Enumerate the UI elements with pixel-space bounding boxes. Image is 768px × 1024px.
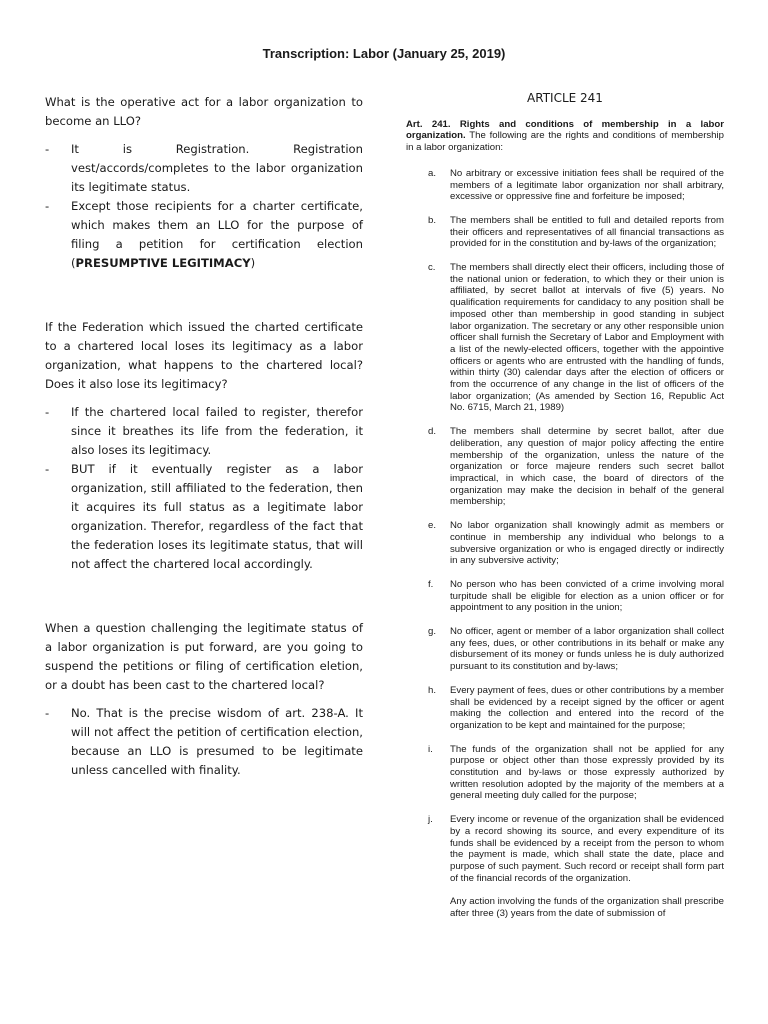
article-item-j: [406, 814, 724, 884]
answer-list: [45, 403, 363, 574]
item-letter: f.: [428, 578, 434, 590]
item-text: The funds of the organization shall not be applied for any purpose or object other than those expressly provided by its constitution and by-laws or those expressly authorized by written resolution adopted by the majority of the members at a general meeting duly called for the purpose;: [450, 743, 724, 802]
question-text: If the Federation which issued the charted certificate to a chartered local loses its legitimacy as a labor organization, what happens to the chartered local? Does it also lose its legitimacy?: [45, 320, 363, 391]
answer-text: No. That is the precise wisdom of art. 238-A. It will not affect the petition of certification election, because an LLO is presumed to be legitimate unless cancelled with finality.: [71, 706, 363, 777]
answer-text: If the chartered local failed to register, therefor since it breathes its life from the federation, it also loses its legitimacy.: [71, 405, 363, 457]
article-item-h: [406, 685, 724, 732]
item-text: No person who has been convicted of a crime involving moral turpitude shall be eligible for election as a union officer or for appointment to any position in the union;: [450, 578, 724, 614]
question-block-2: [45, 318, 363, 574]
item-letter: c.: [428, 262, 436, 274]
article-trailing-paragraph: Any action involving the funds of the organization shall prescribe after three (3) years from the date of submission of: [450, 896, 724, 920]
question-text: When a question challenging the legitimate status of a labor organization is put forward, are you going to suspend the petitions or filing of certification eletion, or a doubt has been cast to the chartered local?: [45, 621, 363, 692]
answer-item: [45, 403, 363, 460]
dash-marker: -: [45, 462, 50, 476]
item-text: No labor organization shall knowingly admit as members or continue in membership any individual who belongs to a subversive organization or who is engaged directly or indirectly in any subversive activity;: [450, 520, 724, 567]
answer-text: Except those recipients for a charter certificate, which makes them an LLO for the purpose of filing a petition for certification election (: [71, 199, 363, 270]
item-letter: h.: [428, 684, 437, 696]
article-item-i: [406, 744, 724, 803]
dash-marker: -: [45, 142, 50, 156]
item-text: No arbitrary or excessive initiation fees shall be required of the members of a legitimate labor organization nor shall arbitrary, excessive or oppressive fine and forfeiture be imposed;: [450, 167, 724, 203]
item-letter: i.: [428, 743, 433, 755]
answer-item: [45, 704, 363, 780]
dash-marker: -: [45, 405, 50, 419]
item-text: No officer, agent or member of a labor organization shall collect any fees, dues, or other contributions in its behalf or make any disbursement of its money or funds unless he is duly authorized pursuant to its constitution and by-laws;: [450, 626, 724, 673]
article-intro: [406, 119, 724, 154]
question-text: What is the operative act for a labor organization to become an LLO?: [45, 95, 363, 128]
item-text: The members shall directly elect their officers, including those of the national union or federation, to which they or their union is affiliated, by secret ballot at intervals of five (5) years. No qualification requirements for candidacy to any position shall be imposed other than membership in good standing in subject labor organization. The secretary or any other responsible union officer shall furnish the Secretary of Labor and Employment with a list of the newly-elected officers, together with the appointive officers or agents who are entrusted with the handling of funds, within thirty (30) calendar days after the election of officers or from the occurrence of any change in the list of officers of the labor organization; (As amended by Section 16, Republic Act No. 6715, March 21, 1989): [450, 262, 724, 414]
answer-item: [45, 460, 363, 574]
article-title: Art. 241. Rights and conditions of membership in a labor organization.: [406, 118, 724, 142]
article-item-d: [406, 426, 724, 508]
answer-text: It is Registration. Registration vest/accords/completes to the labor organization its legitimate status.: [71, 142, 363, 194]
item-text: Every payment of fees, dues or other contributions by a member shall be evidenced by a receipt signed by the officer or agent making the collection and entered into the record of the organization to be kept and maintained for the purpose;: [450, 684, 724, 731]
item-letter: j.: [428, 814, 433, 826]
qa-column: [45, 93, 363, 780]
page-title: Transcription: Labor (January 25, 2019): [262, 46, 506, 61]
dash-marker: -: [45, 706, 50, 720]
article-column: [406, 93, 724, 920]
item-text: Every income or revenue of the organization shall be evidenced by a record showing its source, and every expenditure of its funds shall be evidenced by a receipt from the person to whom the payment is made, which shall state the date, place and purpose of such payment. Such record or receipt shall form part of the financial records of the organization.: [450, 814, 724, 884]
emphasis-text: PRESUMPTIVE LEGITIMACY: [75, 256, 251, 270]
question-block-3: [45, 619, 363, 780]
article-item-b: [406, 215, 724, 250]
dash-marker: -: [45, 199, 50, 213]
item-letter: d.: [428, 426, 437, 438]
item-letter: b.: [428, 214, 437, 226]
item-letter: e.: [428, 520, 437, 532]
item-text: The members shall determine by secret ballot, after due deliberation, any question of major policy affecting the entire membership of the organization, unless the nature of the organization or force majeure renders such secret ballot impractical, in which case, the board of directors of the organization may make the decision in behalf of the general membership;: [450, 426, 724, 508]
article-item-c: [406, 262, 724, 414]
article-heading: ARTICLE 241: [527, 91, 603, 105]
article-item-a: [406, 168, 724, 203]
article-intro-text: The following are the rights and conditions of membership in a labor organization:: [406, 130, 724, 154]
answer-text: BUT if it eventually register as a labor organization, still affiliated to the federation, then it acquires its full status as a legitimate labor organization. Therefor, regardless of the fact that the federation loses its legitimate status, that will not affect the chartered local accordingly.: [71, 462, 363, 571]
answer-item: [45, 140, 363, 197]
answer-list: [45, 704, 363, 780]
answer-text-close: ): [250, 256, 256, 270]
article-item-g: [406, 626, 724, 673]
item-text: The members shall be entitled to full and detailed reports from their officers and representatives of all financial transactions as provided for in the constitution and by-laws of the organization;: [450, 214, 724, 250]
article-items: [406, 168, 724, 885]
item-letter: g.: [428, 626, 437, 638]
article-item-f: [406, 579, 724, 614]
answer-list: [45, 140, 363, 273]
answer-item: [45, 197, 363, 273]
question-block-1: [45, 93, 363, 273]
article-item-e: [406, 520, 724, 567]
item-letter: a.: [428, 167, 437, 179]
